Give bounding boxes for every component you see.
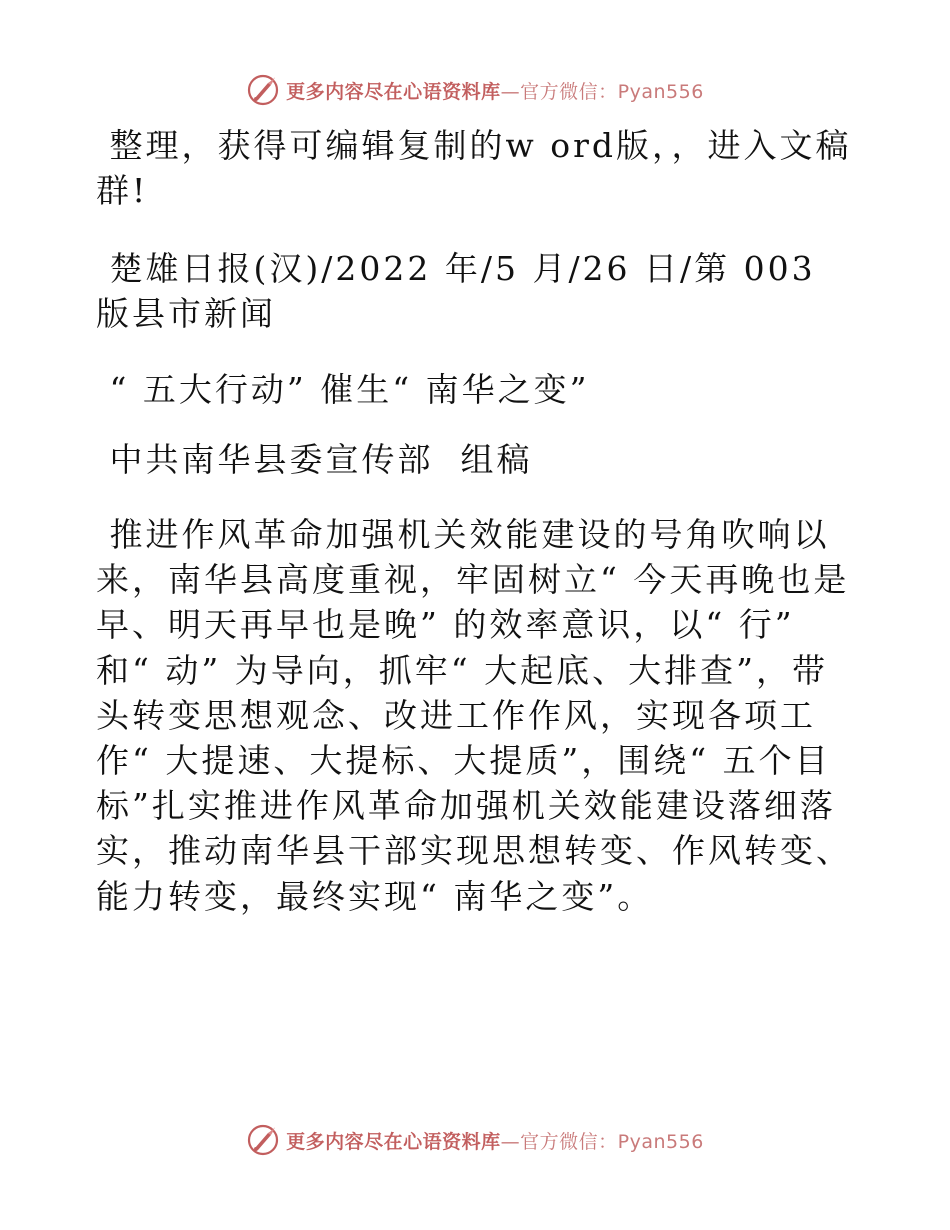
footer-watermark [0, 1120, 950, 1160]
watermark-text: 更多内容尽在心语资料库—官方微信：Pyan556 [286, 1130, 704, 1153]
article-byline: 中共南华县委宣传部 组稿 [96, 440, 533, 479]
header-watermark [0, 70, 950, 110]
article-title: “ 五大行动” 催生“ 南华之变” [96, 370, 590, 409]
document-body [96, 118, 856, 919]
source-line: 楚雄日报(汉)/2022 年/5 月/26 日/第 003 版县市新闻 [96, 249, 830, 333]
quill-pen-logo-icon [246, 1123, 280, 1157]
intro-paragraph: 整理，获得可编辑复制的w ord版，，进入文稿群! [96, 126, 852, 210]
watermark-text: 更多内容尽在心语资料库—官方微信：Pyan556 [286, 80, 704, 103]
article-body-paragraph: 推进作风革命加强机关效能建设的号角吹响以来，南华县高度重视，牢固树立“ 今天再晚也是早、明天再早也是晚” 的效率意识，以“ 行” 和“ 动” 为导向，抓牢“ 大起底、大排查”，带头转变思想观念、改进工作作风，实现各项工作“ 大提速、大提标、大提质”，围绕“ 五个目标”扎实推进作风革命加强机关效能建设落细落实，推动南华县干部实现思想转变、作风转变、能力转变，最终实现“ 南华之变”。 [96, 515, 852, 916]
quill-pen-logo-icon [246, 73, 280, 107]
